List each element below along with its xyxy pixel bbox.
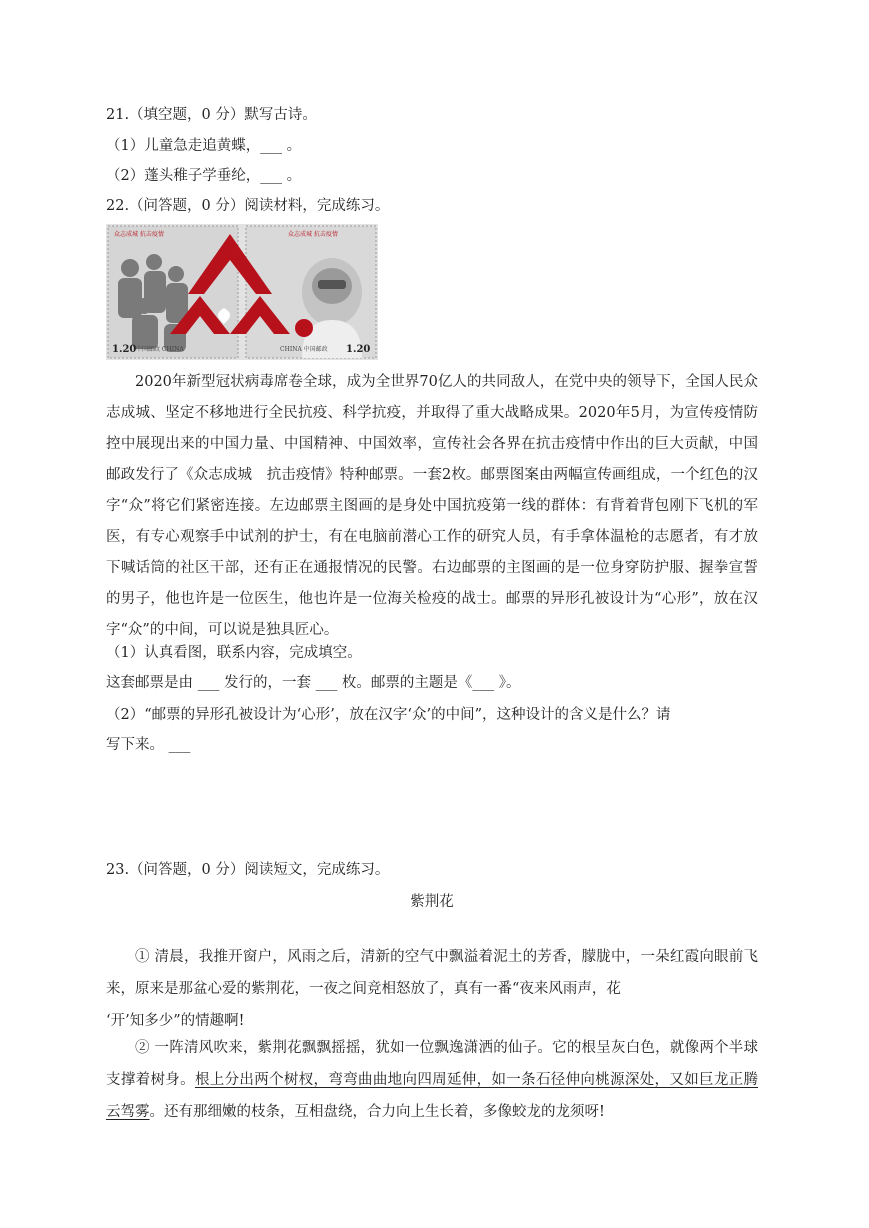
q23-underlined-sentence: 根上分出两个树杈，弯弯曲曲地向四周延伸，如一条石径伸向桃源深处，又如巨龙正腾云驾雾: [106, 1072, 758, 1120]
q21-header: 21.（填空题，0 分）默写古诗。: [106, 107, 317, 123]
q23-paragraph1-tail: ‘开’知多少”的情趣啊!: [106, 1013, 245, 1029]
left-stamp-footer: 中国邮政 CHINA: [136, 346, 184, 353]
q23-paragraph1-text: ① 清晨，我推开窗户，风雨之后，清新的空气中飘溢着泥土的芳香，朦胧中，一朵红霞向眼前飞来，原来是那盆心爱的紫荆花，一夜之间竞相怒放了，真有一番“夜来风雨声，花: [106, 949, 758, 997]
q21-line2: （2）蓬头稚子学垂纶，___ 。: [106, 168, 302, 184]
q22-sub2-line1: （2）“邮票的异形孔被设计为‘心形’，放在汉字‘众’的中间”，这种设计的含义是什么？请: [106, 707, 671, 723]
q23-header: 23.（问答题，0 分）阅读短文，完成练习。: [106, 862, 390, 878]
q22-passage-text: 2020年新型冠状病毒席卷全球，成为全世界70亿人的共同敌人，在党中央的领导下，全国人民众志成城、坚定不移地进行全民抗疫、科学抗疫，并取得了重大战略成果。2020年5月，为宣传疫情防控中展现出来的中国力量、中国精神、中国效率，宣传社会各界在抗击疫情中作出的巨大贡献，中国邮政发行了《众志成城 抗击疫情》特种邮票。一套2枚。邮票图案由两幅宣传画组成，一个红色的汉字“众”将它们紧密连接。左边邮票主图画的是身处中国抗疫第一线的群体：有背着背包刚下飞机的军医，有专心观察手中试剂的护士，有在电脑前潜心工作的研究人员，有手拿体温枪的志愿者，有才放下喊话筒的社区干部，还有正在通报情况的民警。右边邮票的主图画的是一位身穿防护服、握拳宣誓的男子，他也许是一位医生，他也许是一位海关检疫的战士。邮票的异形孔被设计为“心形”，放在汉字“众”的中间，可以说是独具匠心。: [106, 374, 758, 638]
q22-fill-line: 这套邮票是由 ___ 发行的，一套 ___ 枚。邮票的主题是《___ 》。: [106, 675, 521, 691]
q23-paragraph1: [106, 941, 758, 1037]
q22-sub1: （1）认真看图，联系内容，完成填空。: [106, 645, 362, 661]
right-stamp-footer: CHINA 中国邮政: [280, 346, 328, 353]
right-stamp-caption: 众志成城 抗击疫情: [288, 231, 338, 238]
q22-header: 22.（问答题，0 分）阅读材料，完成练习。: [106, 198, 390, 214]
q23-paragraph2-lead: ② 一阵清风吹来，紫荆花飘飘摇摇，犹如一位飘逸潇洒的仙子。它的根呈灰白色，就像两个半球支撑着树身。: [106, 1040, 758, 1088]
q22-sub2-line2: 写下来。 ___: [106, 737, 191, 753]
stamp-image: [106, 224, 378, 360]
q23-passage-title: 紫荆花: [410, 894, 454, 910]
left-stamp-value: 1.20: [112, 344, 137, 355]
q23-paragraph2-tail: 。还有那细嫩的枝条，互相盘绕，合力向上生长着，多像蛟龙的龙须呀!: [149, 1104, 605, 1120]
left-stamp-caption: 众志成城 抗击疫情: [114, 231, 164, 238]
q21-line1: （1）儿童急走追黄蝶，___ 。: [106, 138, 302, 154]
q22-passage: [106, 367, 758, 646]
q23-paragraph2: [106, 1032, 758, 1128]
right-stamp-value: 1.20: [346, 344, 371, 355]
